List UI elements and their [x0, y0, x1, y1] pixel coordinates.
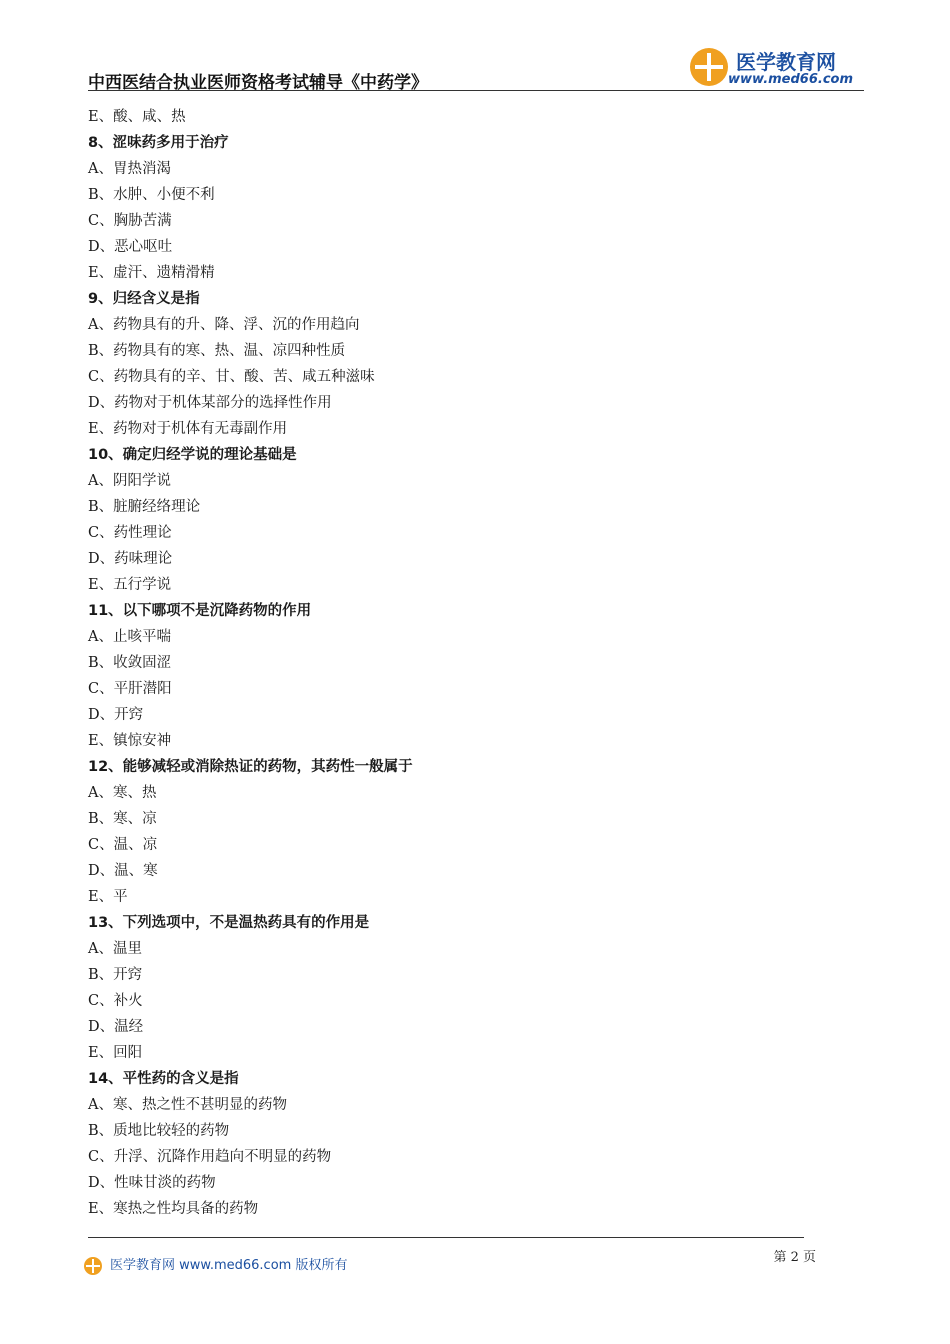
page-header [88, 44, 864, 93]
question-list [88, 104, 808, 1222]
med66-logo[interactable] [688, 44, 864, 90]
medical-cross-icon [690, 48, 728, 86]
answer-option: B、收敛固涩 [88, 655, 172, 671]
question-stem: 14、平性药的含义是指 [88, 1071, 239, 1087]
question-stem: 11、以下哪项不是沉降药物的作用 [88, 603, 312, 619]
answer-option: B、寒、凉 [88, 811, 157, 827]
answer-option: B、开窍 [88, 967, 143, 983]
footer-divider [88, 1237, 804, 1238]
question-stem: 8、涩味药多用于治疗 [88, 135, 229, 151]
answer-option: D、药味理论 [88, 551, 173, 567]
answer-option: B、脏腑经络理论 [88, 499, 201, 515]
answer-option: A、止咳平喘 [88, 629, 171, 645]
answer-option: A、温里 [88, 941, 142, 957]
question-stem: 13、下列选项中，不是温热药具有的作用是 [88, 915, 370, 931]
answer-option: B、质地比较轻的药物 [88, 1123, 230, 1139]
answer-option: E、药物对于机体有无毒副作用 [88, 421, 288, 437]
answer-option: C、药性理论 [88, 525, 172, 541]
answer-option: D、药物对于机体某部分的选择性作用 [88, 395, 332, 411]
answer-option: D、性味甘淡的药物 [88, 1175, 216, 1191]
page-number: 第 2 页 [773, 1250, 816, 1265]
answer-option: C、升浮、沉降作用趋向不明显的药物 [88, 1149, 332, 1165]
logo-url: www.med66.com [728, 72, 854, 87]
answer-option: A、阴阳学说 [88, 473, 171, 489]
answer-option: C、药物具有的辛、甘、酸、苦、咸五种滋味 [88, 369, 375, 385]
header-divider [88, 90, 864, 91]
footer-cross-icon [84, 1257, 102, 1275]
answer-option: C、补火 [88, 993, 143, 1009]
question-stem: 10、确定归经学说的理论基础是 [88, 447, 297, 463]
answer-option: D、开窍 [88, 707, 144, 723]
answer-option: E、虚汗、遗精滑精 [88, 265, 215, 281]
answer-option: E、寒热之性均具备的药物 [88, 1201, 259, 1217]
answer-option: C、温、凉 [88, 837, 158, 853]
answer-option: B、药物具有的寒、热、温、凉四种性质 [88, 343, 346, 359]
logo-name: 医学教育网 [736, 50, 836, 74]
question-stem: 9、归经含义是指 [88, 291, 200, 307]
answer-option: E、酸、咸、热 [88, 109, 186, 125]
answer-option: C、平肝潜阳 [88, 681, 172, 697]
answer-option: A、寒、热之性不甚明显的药物 [88, 1097, 287, 1113]
answer-option: A、寒、热 [88, 785, 157, 801]
footer-copyright: 医学教育网 www.med66.com 版权所有 [110, 1258, 348, 1273]
answer-option: A、胃热消渴 [88, 161, 171, 177]
answer-option: D、恶心呕吐 [88, 239, 173, 255]
answer-option: E、五行学说 [88, 577, 172, 593]
document-title: 中西医结合执业医师资格考试辅导《中药学》 [88, 73, 428, 93]
question-stem: 12、能够减轻或消除热证的药物，其药性一般属于 [88, 759, 413, 775]
answer-option: C、胸胁苦满 [88, 213, 172, 229]
answer-option: D、温、寒 [88, 863, 158, 879]
answer-option: E、镇惊安神 [88, 733, 172, 749]
answer-option: E、平 [88, 889, 128, 905]
answer-option: A、药物具有的升、降、浮、沉的作用趋向 [88, 317, 360, 333]
answer-option: E、回阳 [88, 1045, 143, 1061]
answer-option: D、温经 [88, 1019, 144, 1035]
answer-option: B、水肿、小便不利 [88, 187, 215, 203]
